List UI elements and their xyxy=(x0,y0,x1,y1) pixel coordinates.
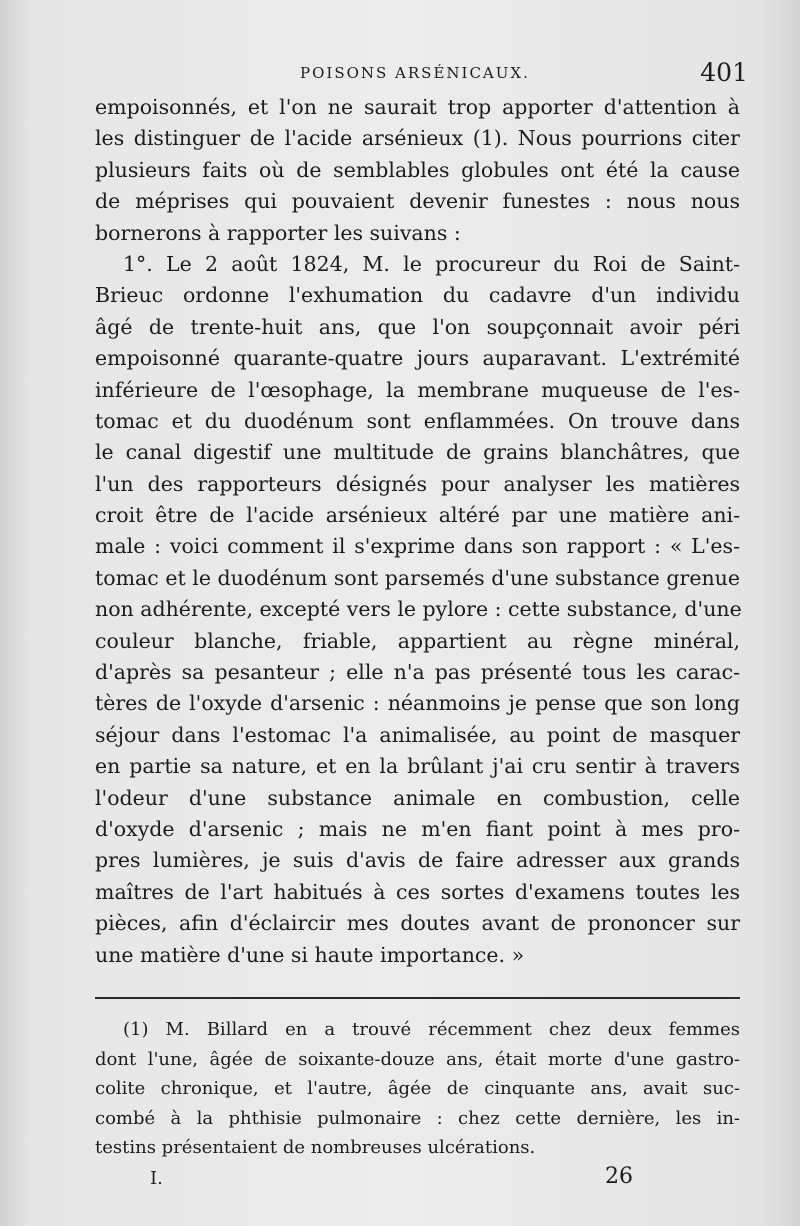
text-line: le canal digestif une multitude de grains blanchâtres, que xyxy=(95,440,740,465)
text-line: d'après sa pesanteur ; elle n'a pas présenté tous les carac- xyxy=(95,660,740,685)
text-line: l'un des rapporteurs désignés pour analyser les matières xyxy=(95,471,740,496)
text-line: empoisonné quarante-quatre jours auparavant. L'extrémité xyxy=(95,346,740,371)
body-text xyxy=(95,92,740,971)
text-line: tomac et le duodénum sont parsemés d'une substance grenue xyxy=(95,565,740,590)
text-line: l'odeur d'une substance animale en combustion, celle xyxy=(95,785,740,810)
footnote-line: combé à la phthisie pulmonaire : chez cette dernière, les in- xyxy=(95,1107,740,1129)
text-line: empoisonnés, et l'on ne saurait trop apporter d'attention à xyxy=(95,95,740,119)
text-line: inférieure de l'œsophage, la membrane muqueuse de l'es- xyxy=(95,377,740,402)
text-line: les distinguer de l'acide arsénieux (1). Nous pourrions citer xyxy=(95,126,740,151)
text-line: maîtres de l'art habitués à ces sortes d'examens toutes les xyxy=(95,879,740,904)
page-footer xyxy=(0,1164,800,1198)
text-line: séjour dans l'estomac l'a animalisée, au point de masquer xyxy=(95,722,740,747)
text-line: une matière d'une si haute importance. » xyxy=(95,942,525,967)
gathering-number: 26 xyxy=(605,1164,633,1189)
text-line: en partie sa nature, et en la brûlant j'ai cru sentir à travers xyxy=(95,754,740,779)
signature-mark: I. xyxy=(150,1168,163,1189)
text-line: couleur blanche, friable, appartient au règne minéral, xyxy=(95,628,740,653)
text-line: tères de l'oxyde d'arsenic : néanmoins je pense que son long xyxy=(95,691,740,716)
footnote-line: colite chronique, et l'autre, âgée de cinquante ans, avait suc- xyxy=(95,1078,740,1099)
text-line: bornerons à rapporter les suivans : xyxy=(95,220,461,245)
text-line: tomac et du duodénum sont enflammées. On trouve dans xyxy=(95,408,740,433)
text-line: male : voici comment il s'exprime dans son rapport : « L'es- xyxy=(95,534,740,559)
text-line: âgé de trente-huit ans, que l'on soupçonnait avoir péri xyxy=(95,314,740,339)
page-number: 401 xyxy=(700,58,748,87)
text-line: non adhérente, excepté vers le pylore : cette substance, d'une xyxy=(95,597,742,622)
running-head xyxy=(0,58,800,88)
text-line: plusieurs faits où de semblables globules ont été la cause xyxy=(95,157,740,182)
text-line: croit être de l'acide arsénieux altéré par une matière ani- xyxy=(95,503,740,528)
footnote-line: dont l'une, âgée de soixante-douze ans, était morte d'une gastro- xyxy=(95,1048,740,1070)
running-title: POISONS ARSÉNICAUX. xyxy=(300,64,530,82)
text-line: Brieuc ordonne l'exhumation du cadavre d'un individu xyxy=(95,283,740,308)
footnote-line: (1) M. Billard en a trouvé récemment chez deux femmes xyxy=(123,1019,740,1040)
text-line: de méprises qui pouvaient devenir funestes : nous nous xyxy=(95,189,740,214)
footnote xyxy=(95,1015,740,1163)
text-line: pres lumières, je suis d'avis de faire adresser aux grands xyxy=(95,848,740,873)
text-line: d'oxyde d'arsenic ; mais ne m'en fiant point à mes pro- xyxy=(95,816,740,841)
footnote-rule xyxy=(95,997,740,999)
footnote-line: testins présentaient de nombreuses ulcérations. xyxy=(95,1137,536,1158)
text-line: pièces, afin d'éclaircir mes doutes avant de prononcer sur xyxy=(95,911,740,936)
text-line: 1°. Le 2 août 1824, M. le procureur du Roi de Saint- xyxy=(123,251,740,276)
